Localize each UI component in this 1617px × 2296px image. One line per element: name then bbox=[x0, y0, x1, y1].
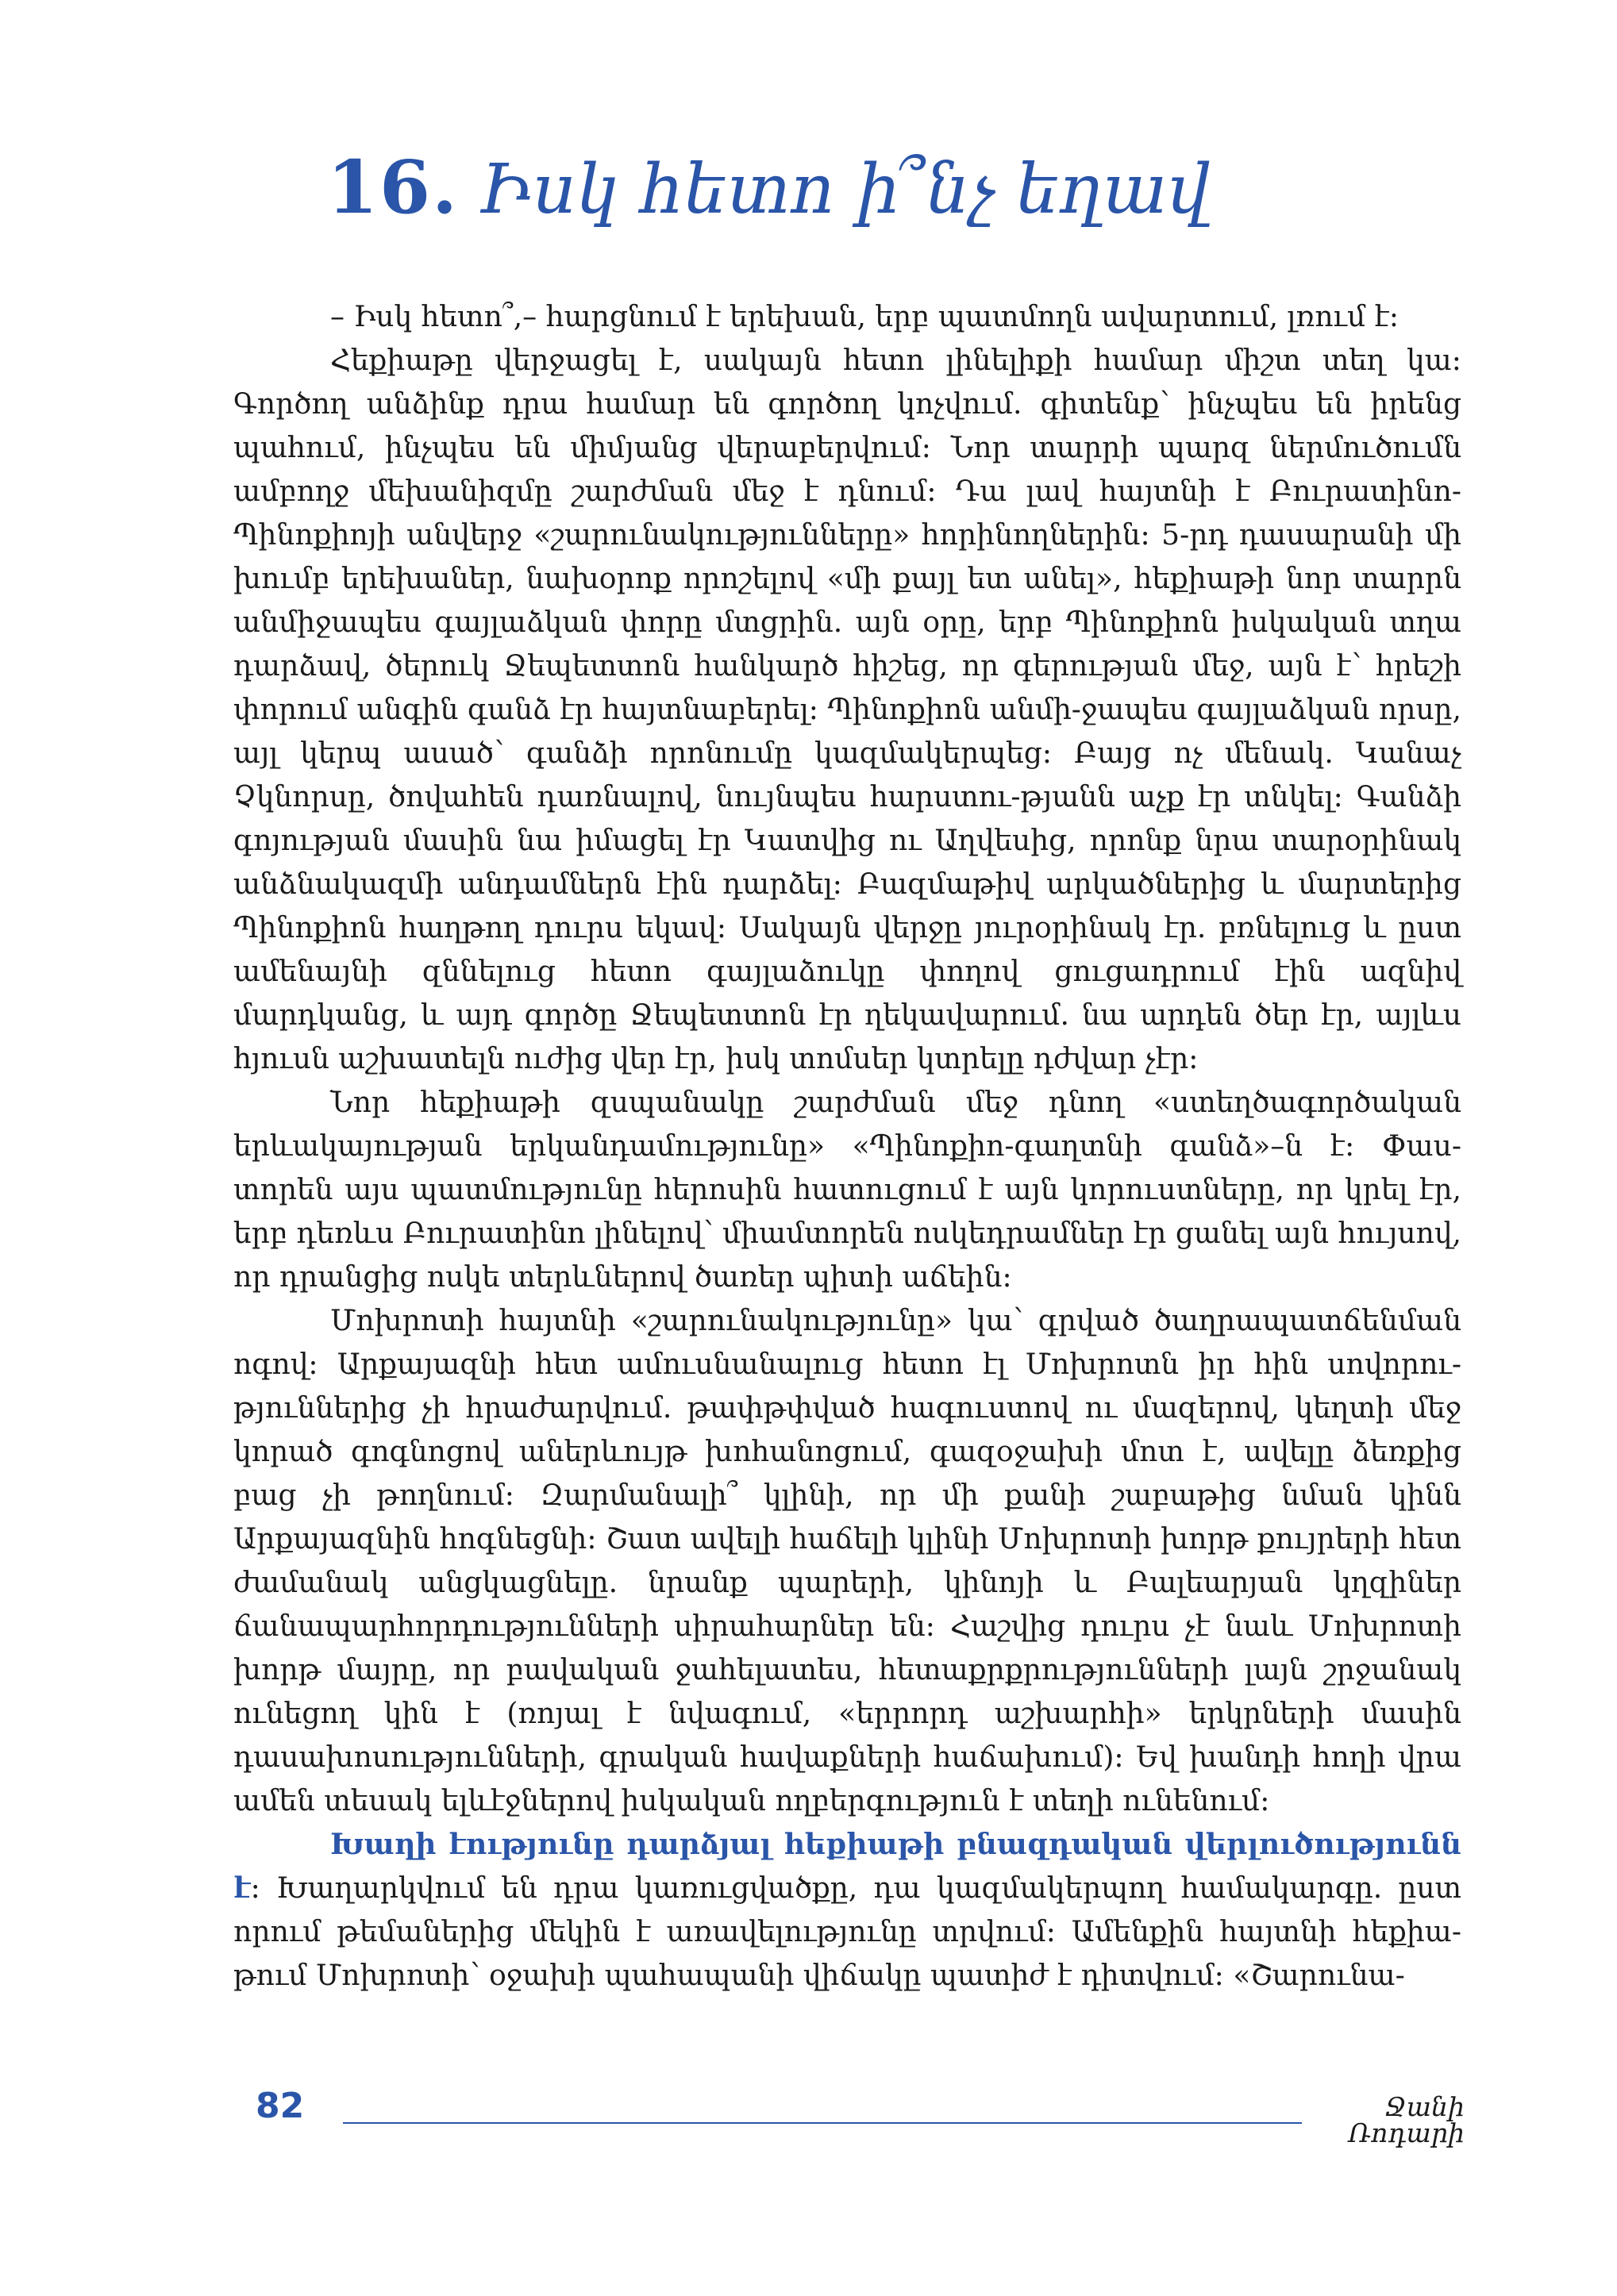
paragraph-binomial: Նոր հեքիաթի զսպանակը շարժման մեջ դնող «ստեղծագործական երևակայության երկանդամությունը» «Պինոքիո-գաղտնի գանձ»–ն է։ Փաս-տորեն այս պատմությունը հերոսին հատուցում է այն կորուստները, որ կրել էր, երբ դեռևս Բուրատինո լինելով՝ միամտորեն ոսկեդրամներ էր ցանել այն հույսով, որ դրանցից ոսկե տերևներով ծառեր պիտի աճեին։ bbox=[233, 1086, 1461, 1294]
page-number: 82 bbox=[256, 2086, 305, 2126]
paragraph-cinderella: Մոխրոտի հայտնի «շարունակությունը» կա՝ գրված ծաղրապատճենման ոգով։ Արքայազնի հետ ամուսնանալուց հետո էլ Մոխրոտն իր հին սովորու-թյուններից չի հրաժարվում. թափթփված հագուստով ու մազերով, կեղտի մեջ կորած գոգնոցով աներևույթ խոհանոցում, գազօջախի մոտ է, ավելը ձեռքից բաց չի թողնում։ Զարմանալի՞ կլինի, որ մի քանի շաբաթից նման կինն Արքայազնին հոգնեցնի։ Շատ ավելի հաճելի կլինի Մոխրոտի խորթ քույրերի հետ ժամանակ անցկացնելը. նրանք պարերի, կինոյի և Բալեարյան կղզիներ ճանապարհորդությունների սիրահարներ են։ Հաշվից դուրս չէ նաև Մոխրոտի խորթ մայրը, որ բավական ջահելատես, հետաքրքրությունների լայն շրջանակ ունեցող կին է (ռոյալ է նվագում, «երրորդ աշխարհի» երկրների մասին դասախոսությունների, գրական հավաքների հաճախում)։ Եվ խանդի հողի վրա ամեն տեսակ ելևէջներով իսկական ողբերգություն է տեղի ունենում։ bbox=[233, 1305, 1461, 1817]
footer-divider bbox=[343, 2122, 1302, 2124]
paragraph-game-essence bbox=[233, 1823, 1461, 1998]
chapter-title: Իսկ հետո ի՞նչ եղավ bbox=[479, 150, 1211, 229]
chapter-number: 16. bbox=[327, 144, 460, 230]
paragraph-dialogue: – Իսկ հետո՞,– հարցնում է երեխան, երբ պատմողն ավարտում, լռում է։ bbox=[330, 301, 1399, 333]
body-text bbox=[233, 295, 1461, 1998]
running-footer-author: Ջանի Ռոդարի bbox=[1348, 2091, 1465, 2148]
paragraph-pinocchio: Հեքիաթը վերջացել է, սակայն հետո լինելիքի համար միշտ տեղ կա։ Գործող անձինք դրա համար են գործող կոչվում. գիտենք՝ ինչպես են իրենց պահում, ինչպես են միմյանց վերաբերվում։ Նոր տարրի պարզ ներմուծումն ամբողջ մեխանիզմը շարժման մեջ է դնում։ Դա լավ հայտնի է Բուրատինո-Պինոքիոյի անվերջ «շարունակությունները» հորինողներին։ 5-րդ դասարանի մի խումբ երեխաներ, նախօրոք որոշելով «մի քայլ ետ անել», հեքիաթի նոր տարրն անմիջապես գայլաձկան փորը մտցրին. այն օրը, երբ Պինոքիոն իսկական տղա դարձավ, ծերուկ Ջեպետտոն հանկարծ հիշեց, որ գերության մեջ, այն է՝ հրեշի փորում անգին գանձ էր հայտնաբերել։ Պինոքիոն անմի-ջապես գայլաձկան որսը, այլ կերպ ասած՝ գանձի որոնումը կազմակերպեց։ Բայց ոչ մենակ. Կանաչ Չկնորսը, ծովահեն դառնալով, նույնպես հարստու-թյանն աչք էր տնկել։ Գանձի գոյության մասին նա իմացել էր Կատվից ու Աղվեսից, որոնք նրա տարօրինակ անձնակազմի անդամներն էին դարձել։ Բազմաթիվ արկածներից և մարտերից Պինոքիոն հաղթող դուրս եկավ։ Սակայն վերջը յուրօրինակ էր. բռնելուց և ըստ ամենայնի զննելուց հետո գայլաձուկը փողով ցուցադրում էին ազնիվ մարդկանց, և այդ գործը Ջեպետտոն էր ղեկավարում. նա արդեն ծեր էր, այլևս հյուսն աշխատելն ուժից վեր էր, իսկ տոմսեր կտրելը դժվար չէր։ bbox=[233, 344, 1461, 1075]
chapter-heading bbox=[327, 144, 1438, 230]
highlighted-phrase: Խաղի էությունը դարձյալ հեքիաթի բնազդական վերլուծությունն է bbox=[233, 1828, 1461, 1905]
paragraph-continuation: ։ Խաղարկվում են դրա կառուցվածքը, դա կազմակերպող համակարգը. ըստ որում թեմաներից մեկին է առավելությունը տրվում։ Ամենքին հայտնի հեքիա-թում Մոխրոտի՝ օջախի պահապանի վիճակը պատիժ է դիտվում։ «Շարունա- bbox=[233, 1872, 1461, 1992]
